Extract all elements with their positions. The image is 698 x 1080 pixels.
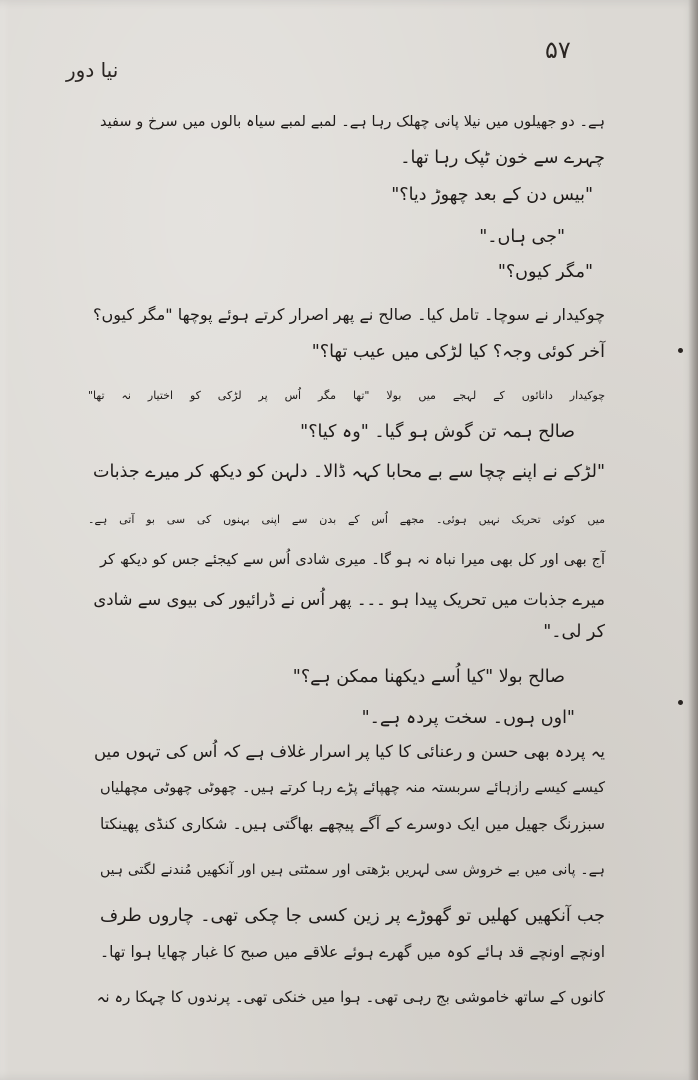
text-line: چوکیدار نے سوچا۔ تامل کیا۔ صالح نے پھر اصرار کرتے ہوئے پوچھا "مگر کیوں؟ (93, 305, 605, 324)
text-line: صالح بولا "کیا اُسے دیکھنا ممکن ہے؟" (292, 667, 565, 687)
page-mark (678, 348, 683, 353)
text-line: سبزرنگ جھیل میں ایک دوسرے کے آگے پیچھے بھاگتی ہیں۔ شکاری کنڈی پھینکتا (100, 815, 605, 833)
text-line: آخر کوئی وجہ؟ کیا لڑکی میں عیب تھا؟" (311, 342, 605, 362)
page-number: ۵۷ (545, 36, 571, 64)
text-line: "لڑکے نے اپنے چچا سے بے محابا کہہ ڈالا۔ دلہن کو دیکھ کر میرے جذبات (92, 462, 605, 482)
running-head: نیا دور (66, 58, 119, 82)
text-line: "جی ہاں۔" (479, 227, 565, 247)
text-line: صالح ہمہ تن گوش ہو گیا۔ "وہ کیا؟" (300, 422, 575, 442)
text-line: یہ پردہ بھی حسن و رعنائی کا کیا پر اسرار غلاف ہے کہ اُس کی تہوں میں (93, 742, 605, 761)
text-line: "اوں ہوں۔ سخت پردہ ہے۔" (361, 708, 575, 728)
text-line: ہے۔ پانی میں بے خروش سی لہریں بڑھتی اور سمٹتی ہیں اور آنکھیں مُندنے لگتی ہیں (100, 862, 605, 878)
text-line: ہے۔ دو جھیلوں میں نیلا پانی چھلک رہا ہے۔ لمبے لمبے سیاہ بالوں میں سرخ و سفید (100, 114, 605, 130)
text-line: چہرے سے خون ٹپک رہا تھا۔ (400, 148, 605, 168)
text-line: آج بھی اور کل بھی میرا نباہ نہ ہو گا۔ میری شادی اُس سے کیجئے جس کو دیکھ کر (100, 552, 605, 568)
text-line: کیسے کیسے رازہائے سربستہ منہ چھپائے پڑے رہا کرتے ہیں۔ چھوٹی چھوٹی مچھلیاں (100, 780, 605, 796)
text-line: میرے جذبات میں تحریک پیدا ہو ۔۔۔ پھر اُس نے ڈرائیور کی بیوی سے شادی (93, 590, 605, 609)
text-line: کر لی۔" (543, 622, 605, 642)
page-mark (678, 700, 683, 705)
text-line: میں کوئی تحریک نہیں ہوئی۔ مجھے اُس کے بدن سے اپنی بہنوں کی سی بو آتی ہے۔ (88, 513, 605, 526)
text-line: جب آنکھیں کھلیں تو گھوڑے پر زین کسی جا چکی تھی۔ چاروں طرف (100, 906, 605, 926)
text-line: "مگر کیوں؟" (497, 262, 593, 282)
text-line: چوکیدار دانائوں کے لہجے میں بولا "تھا مگر اُس پر لڑکی کو اختیار نہ تھا" (88, 389, 605, 402)
text-line: کانوں کے ساتھ خاموشی بج رہی تھی۔ ہوا میں خنکی تھی۔ پرندوں کا چہکا رہ نہ (96, 988, 605, 1006)
page-edge-shadow (688, 0, 698, 1080)
text-line: "بیس دن کے بعد چھوڑ دیا؟" (391, 185, 593, 205)
text-line: اونچے اونچے قد ہائے کوہ میں گھرے ہوئے علاقے میں صبح کا غبار چھایا ہوا تھا۔ (100, 943, 605, 961)
